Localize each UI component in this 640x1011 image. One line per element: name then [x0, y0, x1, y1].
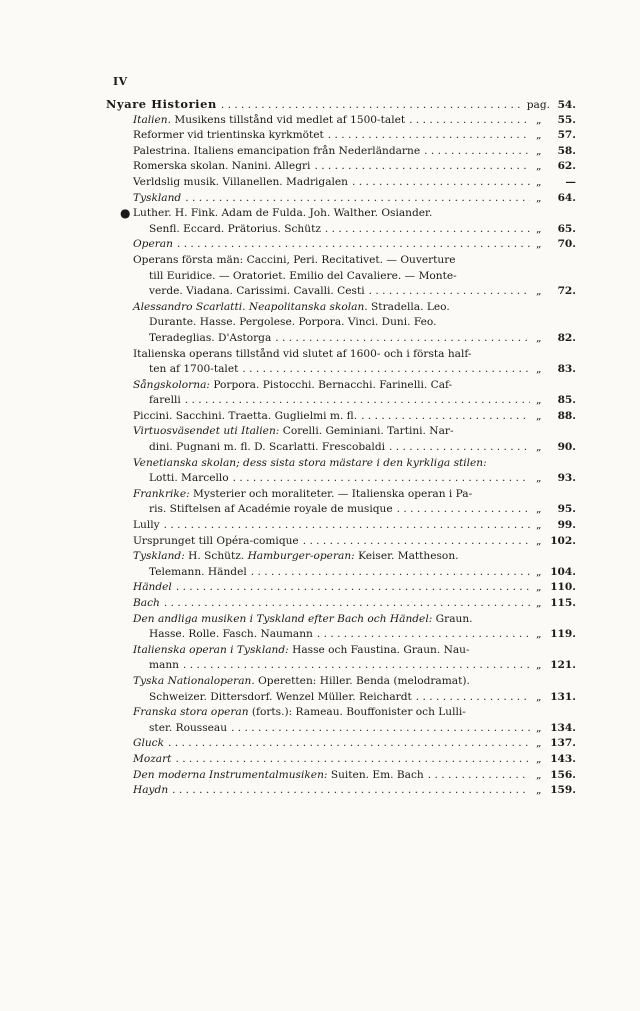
- dot-leader: [183, 658, 530, 674]
- dot-leader: [314, 159, 530, 175]
- dot-leader: [185, 393, 530, 409]
- ditto-mark: „: [536, 581, 542, 594]
- page-ref: 131.: [550, 690, 576, 703]
- dot-leader: [409, 113, 530, 129]
- page-ref: 156.: [550, 768, 576, 781]
- toc-entry: [106, 518, 576, 534]
- page-ref: 143.: [550, 752, 576, 765]
- toc-entries: [106, 113, 576, 799]
- ditto-mark: „: [536, 441, 542, 454]
- toc-entry: [106, 222, 576, 238]
- ditto-mark: „: [536, 409, 542, 422]
- dot-leader: [175, 752, 530, 768]
- page-ref: 159.: [550, 784, 576, 797]
- toc-entry-text: Franska stora operan (forts.): Rameau. Bouffonister och Lulli-: [133, 706, 466, 719]
- toc-entry-text: Hasse. Rolle. Fasch. Naumann: [149, 628, 313, 641]
- toc-entry-text: till Euridice. — Oratoriet. Emilio del Cavaliere. — Monte-: [149, 269, 457, 282]
- toc-entry: [106, 284, 576, 300]
- toc-entry: [106, 752, 576, 768]
- toc-entry-text: Operan: [133, 238, 173, 251]
- toc-entry: [106, 175, 576, 191]
- ditto-mark: „: [536, 394, 542, 407]
- toc-entry-text: Romerska skolan. Nanini. Allegri: [133, 160, 311, 173]
- toc-entry-text: Lotti. Marcello: [149, 472, 229, 485]
- page-ref: 54.: [557, 99, 576, 111]
- toc-entry: [106, 191, 576, 207]
- toc-entry-text: Den moderna Instrumentalmusiken: Suiten. Em. Bach: [133, 768, 424, 781]
- toc-entry-text: Tyska Nationaloperan. Operetten: Hiller. Benda (melodramat).: [133, 674, 470, 687]
- toc-entry-text: Alessandro Scarlatti. Neapolitanska skolan. Stradella. Leo.: [133, 300, 450, 313]
- toc-entry: [106, 113, 576, 129]
- toc-entry-text: Händel: [133, 581, 172, 594]
- page-ref: 85.: [557, 394, 576, 407]
- ditto-mark: „: [536, 191, 542, 204]
- dot-leader: [361, 409, 530, 425]
- ditto-mark: „: [536, 519, 542, 532]
- ditto-mark: „: [536, 737, 542, 750]
- dot-leader: [389, 440, 530, 456]
- ditto-mark: „: [536, 565, 542, 578]
- toc-entry-text: Schweizer. Dittersdorf. Wenzel Müller. Reichardt: [149, 690, 412, 703]
- dot-leader: [328, 128, 530, 144]
- toc-entry: [106, 658, 576, 674]
- toc-entry: [106, 440, 576, 456]
- toc-entry: [106, 409, 576, 425]
- page-ref: 115.: [550, 597, 576, 609]
- dot-leader: [242, 362, 530, 378]
- dot-leader: [251, 565, 530, 581]
- page-ref: 62.: [557, 160, 576, 173]
- page-ref: —: [565, 175, 576, 188]
- ditto-mark: „: [536, 472, 542, 485]
- page-ref: 90.: [557, 441, 576, 454]
- toc-entry-text: Italienska operan i Tyskland: Hasse och Faustina. Graun. Nau-: [133, 643, 470, 656]
- ditto-mark: „: [536, 129, 542, 142]
- toc-entry: [106, 300, 576, 316]
- dot-leader: [233, 471, 530, 487]
- toc-entry-text: Mozart: [133, 752, 172, 765]
- dot-leader: [164, 518, 530, 534]
- toc-entry-text: ster. Rousseau: [149, 721, 228, 734]
- ditto-mark: „: [536, 144, 542, 157]
- dot-leader: [428, 768, 530, 784]
- toc-entry: [106, 674, 576, 690]
- table-of-contents: [106, 97, 576, 799]
- toc-entry-text: Italien. Musikens tillstånd vid medlet af 1500-talet: [133, 113, 406, 126]
- toc-entry: [106, 502, 576, 518]
- toc-entry-text: verde. Viadana. Carissimi. Cavalli. Cesti: [149, 285, 365, 298]
- dot-leader: [352, 175, 530, 191]
- toc-entry-text: Senfl. Eccard. Prätorius. Schütz: [149, 222, 321, 235]
- toc-entry: [106, 549, 576, 565]
- page-ref: 82.: [557, 331, 576, 344]
- toc-entry: [106, 596, 576, 612]
- ditto-mark: „: [536, 113, 542, 126]
- toc-entry-text: Palestrina. Italiens emancipation från Nederländarne: [133, 144, 421, 157]
- toc-entry: [106, 424, 576, 440]
- page-number: IV: [113, 75, 128, 88]
- page-ref: 65.: [557, 222, 576, 235]
- toc-entry: [106, 253, 576, 269]
- page-ref: 95.: [557, 503, 576, 516]
- toc-entry-text: Frankrike: Mysterier och moraliteter. — Italienska operan i Pa-: [133, 487, 473, 500]
- ditto-mark: „: [536, 597, 542, 609]
- ditto-mark: „: [536, 752, 542, 765]
- page-ref: 57.: [557, 129, 576, 142]
- ditto-mark: „: [536, 690, 542, 703]
- toc-entry-text: ten af 1700-talet: [149, 363, 239, 376]
- toc-entry: [106, 612, 576, 628]
- toc-section-heading: [106, 97, 576, 113]
- toc-entry: [106, 627, 576, 643]
- page-ref: 121.: [550, 659, 576, 672]
- toc-entry: [106, 580, 576, 596]
- pag-label: pag.: [526, 99, 550, 111]
- dot-leader: [231, 721, 530, 737]
- dot-leader: [172, 783, 530, 799]
- toc-entry: [106, 705, 576, 721]
- dot-leader: [176, 580, 530, 596]
- toc-entry: [106, 331, 576, 347]
- dot-leader: [424, 144, 530, 160]
- dot-leader: [168, 736, 530, 752]
- toc-entry-text: Durante. Hasse. Pergolese. Porpora. Vinci. Duni. Feo.: [149, 316, 437, 329]
- dot-leader: [164, 596, 530, 612]
- ditto-mark: „: [536, 768, 542, 781]
- toc-entry-text: ris. Stiftelsen af Académie royale de musique: [149, 503, 393, 516]
- page-ref: 102.: [550, 534, 576, 547]
- toc-entry: [106, 783, 576, 799]
- toc-entry-text: Piccini. Sacchini. Traetta. Guglielmi m. fl.: [133, 409, 358, 422]
- toc-entry: [106, 393, 576, 409]
- toc-entry: [106, 378, 576, 394]
- page-ref: 99.: [557, 519, 576, 532]
- page-ref: 119.: [550, 628, 576, 641]
- page-ref: 58.: [557, 144, 576, 157]
- toc-entry: [106, 347, 576, 363]
- toc-entry: [106, 487, 576, 503]
- dot-leader: [185, 191, 530, 207]
- toc-entry: [106, 471, 576, 487]
- section-title: Nyare Historien: [106, 97, 217, 111]
- toc-entry-text: Tyskland: H. Schütz. Hamburger-operan: Keiser. Mattheson.: [133, 550, 459, 563]
- ditto-mark: „: [536, 238, 542, 251]
- dot-leader: [177, 237, 530, 253]
- dot-leader: [221, 98, 523, 114]
- ditto-mark: „: [536, 285, 542, 298]
- toc-entry-text: dini. Pugnani m. fl. D. Scarlatti. Frescobaldi: [149, 441, 385, 454]
- toc-entry: [106, 690, 576, 706]
- toc-entry-text: Sångskolorna: Porpora. Pistocchi. Bernacchi. Farinelli. Caf-: [133, 378, 453, 391]
- toc-entry-text: Verldslig musik. Villanellen. Madrigalen: [133, 175, 349, 188]
- toc-entry-text: Venetianska skolan; dess sista stora mästare i den kyrkliga stilen:: [133, 456, 487, 469]
- toc-entry-text: Tyskland: [133, 191, 182, 204]
- toc-entry-text: Lully: [133, 519, 160, 532]
- page-ref: 88.: [557, 409, 576, 422]
- page-ref: 134.: [550, 721, 576, 734]
- ditto-mark: „: [536, 160, 542, 173]
- toc-entry: [106, 159, 576, 175]
- toc-entry-text: farelli: [149, 394, 181, 407]
- dot-leader: [397, 502, 530, 518]
- dot-leader: [416, 690, 530, 706]
- page-ref: 137.: [550, 737, 576, 750]
- page-ref: 64.: [557, 191, 576, 204]
- toc-entry-text: Reformer vid trientinska kyrkmötet: [133, 129, 324, 142]
- ditto-mark: „: [536, 175, 542, 188]
- toc-entry-text: Bach: [133, 597, 160, 609]
- toc-entry: [106, 315, 576, 331]
- page-ref: 55.: [557, 113, 576, 126]
- page-ref: 104.: [550, 565, 576, 578]
- toc-entry-text: Gluck: [133, 737, 165, 750]
- ditto-mark: „: [536, 363, 542, 376]
- toc-entry: [106, 237, 576, 253]
- ditto-mark: „: [536, 503, 542, 516]
- toc-entry-text: Luther. H. Fink. Adam de Fulda. Joh. Walther. Osiander.: [133, 207, 433, 220]
- toc-entry: [106, 362, 576, 378]
- toc-entry: [106, 206, 576, 222]
- ditto-mark: „: [536, 222, 542, 235]
- ditto-mark: „: [536, 534, 542, 547]
- ditto-mark: „: [536, 784, 542, 797]
- toc-entry-text: Teradeglias. D'Astorga: [149, 331, 272, 344]
- dot-leader: [369, 284, 530, 300]
- toc-entry: [106, 643, 576, 659]
- page-ref: 72.: [557, 285, 576, 298]
- bullet-mark: ●: [120, 206, 131, 221]
- page-ref: 83.: [557, 363, 576, 376]
- toc-entry: [106, 128, 576, 144]
- toc-entry-text: mann: [149, 659, 180, 672]
- page-ref: 110.: [550, 581, 576, 594]
- toc-entry-text: Den andliga musiken i Tyskland efter Bach och Händel: Graun.: [133, 612, 473, 625]
- ditto-mark: „: [536, 721, 542, 734]
- toc-entry-text: Operans första män: Caccini, Peri. Recitativet. — Ouverture: [133, 253, 456, 266]
- toc-entry-text: Virtuosväsendet uti Italien: Corelli. Geminiani. Tartini. Nar-: [133, 425, 454, 438]
- page-ref: 70.: [557, 238, 576, 251]
- toc-entry: [106, 721, 576, 737]
- toc-entry-text: Italienska operans tillstånd vid slutet af 1600- och i första half-: [133, 347, 472, 360]
- dot-leader: [275, 331, 530, 347]
- toc-entry: [106, 144, 576, 160]
- toc-entry-text: Ursprunget till Opéra-comique: [133, 534, 299, 547]
- toc-entry: [106, 768, 576, 784]
- ditto-mark: „: [536, 628, 542, 641]
- ditto-mark: „: [536, 331, 542, 344]
- toc-entry-text: Haydn: [133, 784, 169, 797]
- toc-entry: [106, 534, 576, 550]
- page-ref: 93.: [557, 472, 576, 485]
- toc-entry-text: Telemann. Händel: [149, 565, 247, 578]
- ditto-mark: „: [536, 659, 542, 672]
- dot-leader: [303, 534, 530, 550]
- toc-entry: [106, 736, 576, 752]
- dot-leader: [317, 627, 530, 643]
- dot-leader: [325, 222, 530, 238]
- toc-entry: [106, 269, 576, 285]
- toc-entry: [106, 565, 576, 581]
- toc-entry: [106, 456, 576, 472]
